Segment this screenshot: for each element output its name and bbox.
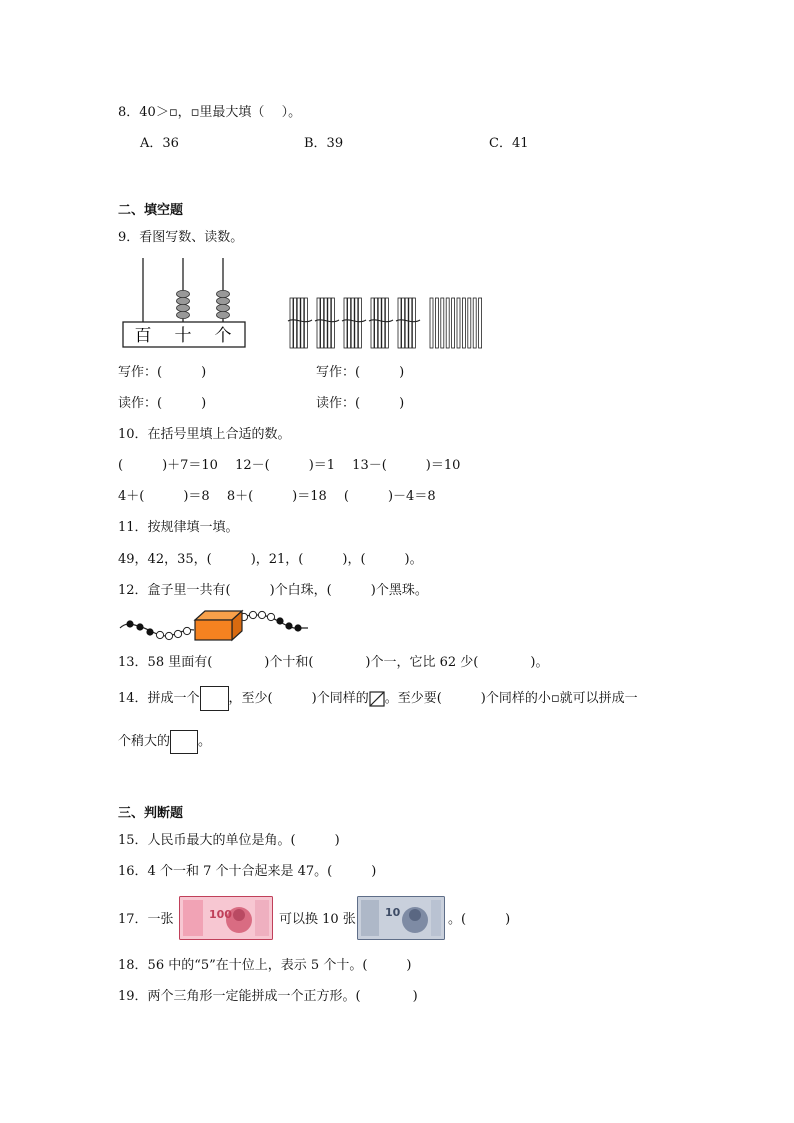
bead-white (183, 627, 190, 634)
stick-bundle (342, 298, 366, 348)
bead-white (249, 611, 256, 618)
q14-part-1: 14．拼成一个 (118, 690, 200, 706)
banknote-100-yuan (179, 896, 273, 940)
single-stick (468, 298, 471, 348)
q9-read-right[interactable]: 读作：( ) (316, 396, 405, 411)
bead-white (174, 630, 181, 637)
abacus-ones-beads (217, 290, 230, 318)
bead-black (126, 620, 133, 627)
single-stick (446, 298, 449, 348)
single-stick (441, 298, 444, 348)
q14-part-2[interactable]: ，至少( )个同样的 (228, 690, 369, 706)
q17-part-1: 17．一张 (118, 912, 174, 927)
square-shape-icon (170, 730, 198, 754)
bead-white (258, 611, 265, 618)
q8-stem: 8．40＞▫，▫里最大填（ ）。 (118, 105, 302, 120)
q9-stem: 9．看图写数、读数。 (118, 230, 244, 245)
bead-black (136, 623, 143, 630)
q10-row-1[interactable]: ( )＋7＝10 12－( )＝1 13－( )＝10 (118, 458, 461, 473)
square-shape-icon (200, 686, 229, 711)
q9-write-left[interactable]: 写作：( ) (118, 365, 207, 380)
abacus-tens-beads (177, 290, 190, 318)
banknote-10-value: 10 (385, 906, 401, 919)
bead-black (276, 617, 283, 624)
q13-text[interactable]: 13．58 里面有( )个十和( )个一，它比 62 少( )。 (118, 655, 549, 670)
triangle-square-icon (369, 691, 385, 707)
banknote-100-value: 100 (209, 908, 232, 921)
q11-sequence[interactable]: 49，42，35，( )，21，( )，( )。 (118, 552, 423, 567)
q8-option-a[interactable]: A．36 (140, 136, 179, 151)
q14-part-3[interactable]: 。至少要( )个同样的小▫就可以拼成一 (384, 690, 638, 706)
abacus-label-hundreds: 百 (134, 326, 152, 346)
abacus-label-ones: 个 (214, 326, 232, 346)
q15-text[interactable]: 15．人民币最大的单位是角。( ) (118, 833, 340, 848)
bead-black (285, 622, 292, 629)
q8-option-b[interactable]: B．39 (304, 136, 344, 151)
q10-stem: 10．在括号里填上合适的数。 (118, 427, 291, 442)
section-title-fill-in: 二、填空题 (118, 203, 184, 218)
q17-part-3[interactable]: 。( ) (448, 912, 511, 927)
q9-read-left[interactable]: 读作：( ) (118, 396, 207, 411)
single-stick (457, 298, 460, 348)
q14-line-2a: 个稍大的 (118, 734, 171, 749)
banknote-10-yuan (357, 896, 445, 940)
q10-row-2[interactable]: 4＋( )＝8 8＋( )＝18 ( )－4＝8 (118, 489, 436, 504)
abacus-label-tens: 十 (174, 326, 192, 346)
q14-line-2 (118, 730, 211, 754)
bead-white (156, 631, 163, 638)
q14-line-1 (118, 686, 638, 711)
q12-stem[interactable]: 12．盒子里一共有( )个白珠，( )个黑珠。 (118, 583, 428, 598)
bead-white (267, 613, 274, 620)
single-stick (479, 298, 482, 348)
q16-text[interactable]: 16．4 个一和 7 个十合起来是 47。( ) (118, 864, 377, 879)
stick-bundle (315, 298, 339, 348)
q11-stem: 11．按规律填一填。 (118, 520, 239, 535)
stick-bundle (396, 298, 420, 348)
abacus-illustration (120, 256, 250, 350)
single-stick (452, 298, 455, 348)
bead-string-illustration (118, 606, 310, 646)
q17-part-2: 可以换 10 张 (279, 912, 356, 927)
counting-sticks-illustration (286, 295, 492, 351)
bead-white (165, 632, 172, 639)
bead-box (195, 611, 242, 640)
single-stick (462, 298, 465, 348)
bead-black (294, 624, 301, 631)
stick-bundles (288, 298, 420, 348)
single-stick (430, 298, 433, 348)
single-sticks (430, 298, 482, 348)
stick-bundle (369, 298, 393, 348)
q18-text[interactable]: 18．56 中的“5”在十位上，表示 5 个十。( ) (118, 958, 412, 973)
stick-bundle (288, 298, 312, 348)
q19-text[interactable]: 19．两个三角形一定能拼成一个正方形。( ) (118, 989, 418, 1004)
q8-option-c[interactable]: C．41 (489, 136, 529, 151)
section-title-true-false: 三、判断题 (118, 806, 184, 821)
single-stick (473, 298, 476, 348)
bead-black (146, 628, 153, 635)
single-stick (435, 298, 438, 348)
q14-line-2b: 。 (198, 734, 212, 749)
q9-write-right[interactable]: 写作：( ) (316, 365, 405, 380)
